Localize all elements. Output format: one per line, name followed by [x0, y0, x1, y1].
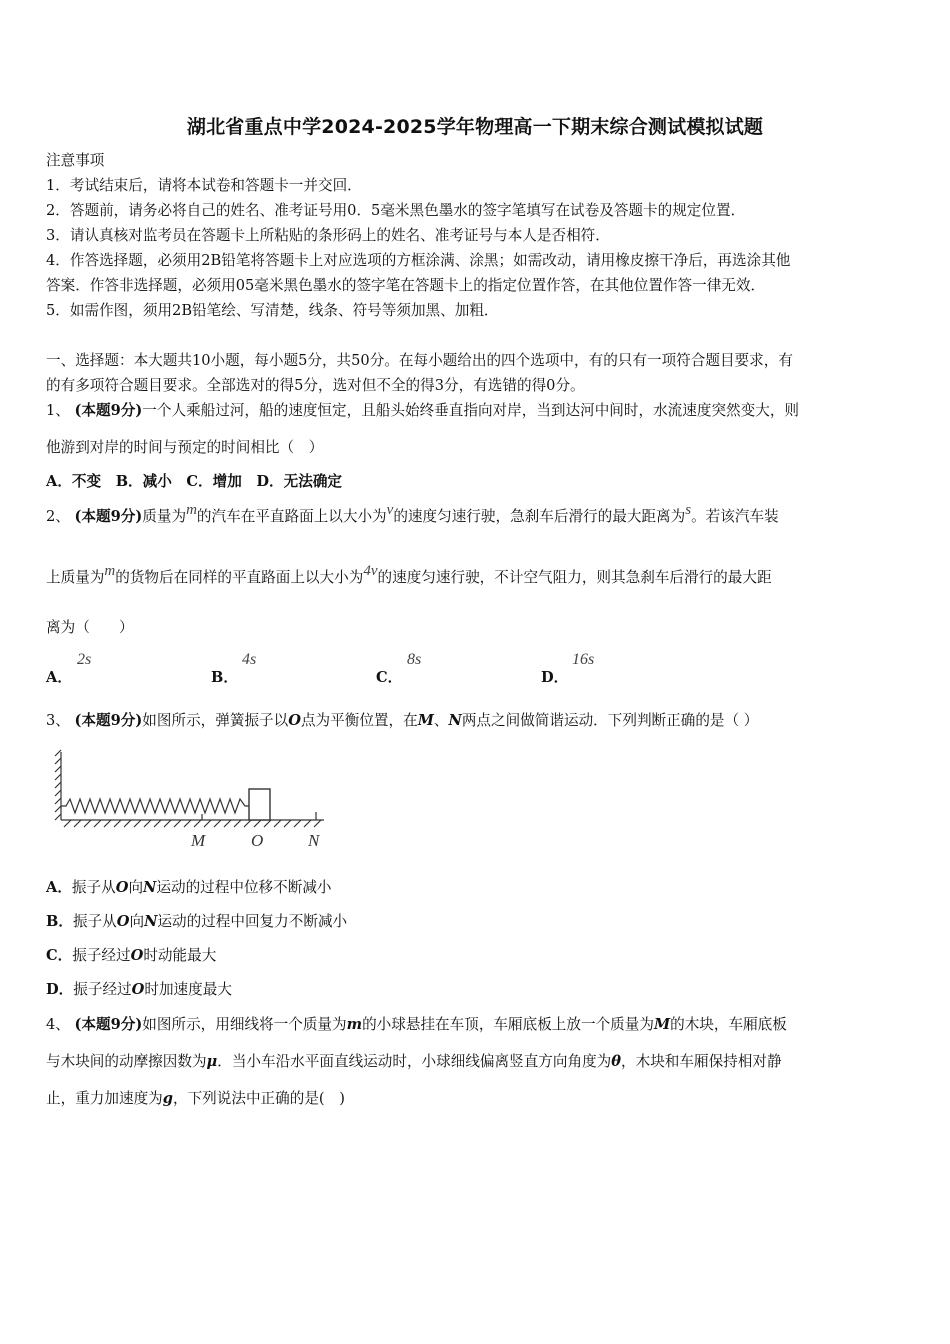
question-3-line-1 — [46, 711, 758, 731]
question-2-text-a: 质量为 — [142, 508, 187, 525]
question-4-line-1 — [46, 1015, 787, 1035]
question-1-options: A．不变 B．减小 C．增加 D．无法确定 — [46, 473, 343, 490]
option-a-var-2: N — [143, 879, 157, 896]
var-theta: θ — [611, 1053, 622, 1070]
question-2-text-e: 上质量为 — [46, 569, 105, 586]
notice-item-4-cont: 答案．作答非选择题，必须用05毫米黑色墨水的签字笔在答题卡上的指定位置作答，在其他位置作答一律无效． — [46, 277, 766, 294]
question-3-option-c — [46, 946, 216, 966]
question-4-text-c: 的木块，车厢底板 — [670, 1016, 787, 1033]
floor — [61, 820, 324, 827]
notice-item-4: 4．作答选择题，必须用2B铅笔将答题卡上对应选项的方框涂满、涂黑；如需改动，请用橡皮擦干净后，再选涂其他 — [46, 252, 791, 269]
question-3-option-b — [46, 912, 347, 932]
var-m-point: M — [417, 712, 434, 729]
question-3-option-a — [46, 878, 332, 898]
wall — [55, 750, 61, 820]
question-3-separator: 、 — [433, 712, 449, 729]
question-2-tag: (本题9分) — [74, 508, 143, 525]
label-o: O — [251, 831, 264, 850]
option-b-label: B． — [46, 913, 73, 930]
var-small-m: m — [346, 1016, 363, 1033]
section-instructions-line-1: 一、选择题：本大题共10小题，每小题5分，共50分。在每小题给出的四个选项中，有的只有一项符合题目要求，有 — [46, 352, 793, 369]
question-2-option-a-label: A． — [46, 669, 72, 686]
option-c-text-1: 振子经过 — [72, 947, 131, 964]
option-d-label: D． — [46, 981, 74, 998]
var-v: v — [386, 502, 394, 518]
question-1-tag: (本题9分) — [74, 402, 143, 419]
notice-item-2: 2．答题前，请务必将自己的姓名、准考证号用0．5毫米黑色墨水的签字笔填写在试卷及答题卡的规定位置． — [46, 202, 746, 219]
question-2-line-2 — [46, 563, 772, 588]
option-a-var-1: O — [115, 879, 129, 896]
question-2-option-c-label: C． — [376, 669, 403, 686]
question-3-text-b: 点为平衡位置，在 — [300, 712, 418, 729]
option-a-text-2: 向 — [128, 879, 144, 896]
question-4-line-2 — [46, 1052, 782, 1072]
option-d-text-2: 时加速度最大 — [144, 981, 232, 998]
question-4-text-e: ．当小车沿水平面直线运动时，小球细线偏离竖直方向角度为 — [217, 1053, 612, 1070]
question-1-number: 1、 — [46, 402, 70, 419]
question-2-text-g: 的速度匀速行驶，不计空气阻力，则其急刹车后滑行的最大距 — [377, 569, 772, 586]
question-4-tag: (本题9分) — [74, 1016, 143, 1033]
option-b-text-2: 向 — [129, 913, 145, 930]
option-a-text-1: 振子从 — [71, 879, 116, 896]
option-b-var-2: N — [144, 913, 158, 930]
option-d-var-1: O — [131, 981, 145, 998]
question-1-line-1 — [46, 401, 799, 421]
var-m-2: m — [104, 563, 116, 579]
question-3-number: 3、 — [46, 712, 70, 729]
var-o: O — [288, 712, 301, 729]
var-m: m — [186, 502, 197, 518]
section-instructions-line-2: 的有多项符合题目要求。全部选对的得5分，选对但不全的得3分，有选错的得0分。 — [46, 377, 585, 394]
notice-heading: 注意事项 — [46, 152, 105, 169]
question-2-line-1 — [46, 502, 779, 527]
question-2-line-3: 离为（ ） — [46, 619, 134, 636]
var-mu: μ — [206, 1053, 218, 1070]
question-1-text: 一个人乘船过河，船的速度恒定，且船头始终垂直指向对岸，当到达河中间时，水流速度突然变大，则 — [142, 402, 800, 419]
option-c-text-2: 时动能最大 — [143, 947, 217, 964]
option-b-var-1: O — [116, 913, 130, 930]
label-m: M — [191, 831, 206, 850]
question-3-option-d — [46, 980, 232, 1000]
question-2-option-d-value: 16s — [572, 651, 595, 668]
question-3-tag: (本题9分) — [74, 712, 143, 729]
question-2-option-b-label: B． — [211, 669, 238, 686]
question-2-option-d-label: D． — [541, 669, 569, 686]
question-3-text-a: 如图所示，弹簧振子以 — [142, 712, 289, 729]
notice-item-3: 3．请认真核对监考员在答题卡上所粘贴的条形码上的姓名、准考证号与本人是否相符． — [46, 227, 610, 244]
question-4-text-f: ，木块和车厢保持相对静 — [621, 1053, 782, 1070]
question-4-text-g: 止，重力加速度为 — [46, 1090, 163, 1107]
option-c-label: C． — [46, 947, 73, 964]
question-2-text-c: 的速度匀速行驶，急刹车后滑行的最大距离为 — [393, 508, 686, 525]
question-2-option-b-value: 4s — [242, 651, 257, 668]
question-4-line-3 — [46, 1089, 345, 1109]
question-4-text-h: ，下列说法中正确的是( ) — [172, 1090, 345, 1107]
spring — [61, 799, 249, 813]
var-4v: 4v — [363, 563, 378, 579]
option-a-label: A． — [46, 879, 72, 896]
option-c-var-1: O — [130, 947, 144, 964]
question-2-text-f: 的货物后在同样的平直路面上以大小为 — [115, 569, 364, 586]
question-4-text-a: 如图所示，用细线将一个质量为 — [142, 1016, 347, 1033]
question-2-text-b: 的汽车在平直路面上以大小为 — [196, 508, 387, 525]
question-2-number: 2、 — [46, 508, 70, 525]
oscillator-block — [249, 789, 270, 820]
option-b-text-3: 运动的过程中回复力不断减小 — [157, 913, 348, 930]
option-d-text-1: 振子经过 — [73, 981, 132, 998]
option-b-text-1: 振子从 — [72, 913, 117, 930]
option-a-text-3: 运动的过程中位移不断减小 — [156, 879, 332, 896]
exam-title: 湖北省重点中学2024-2025学年物理高一下期末综合测试模拟试题 — [186, 116, 764, 138]
var-s: s — [685, 502, 692, 518]
question-2-option-a-value: 2s — [77, 651, 92, 668]
question-3-text-c: 两点之间做简谐运动．下列判断正确的是（ ） — [461, 712, 759, 729]
question-4-text-d: 与木块间的动摩擦因数为 — [46, 1053, 207, 1070]
spring-oscillator-figure — [52, 748, 332, 850]
question-1-line-2: 他游到对岸的时间与预定的时间相比（ ） — [46, 439, 324, 456]
notice-item-5: 5．如需作图，须用2B铅笔绘、写清楚，线条、符号等须加黑、加粗． — [46, 302, 499, 319]
question-4-number: 4、 — [46, 1016, 70, 1033]
label-n: N — [308, 831, 320, 850]
var-n-point: N — [448, 712, 462, 729]
question-2-option-c-value: 8s — [407, 651, 422, 668]
question-4-text-b: 的小球悬挂在车顶，车厢底板上放一个质量为 — [362, 1016, 654, 1033]
question-2-text-d: 。若该汽车装 — [691, 508, 779, 525]
var-big-m: M — [653, 1016, 671, 1033]
var-g: g — [162, 1090, 173, 1107]
notice-item-1: 1．考试结束后，请将本试卷和答题卡一并交回． — [46, 177, 362, 194]
